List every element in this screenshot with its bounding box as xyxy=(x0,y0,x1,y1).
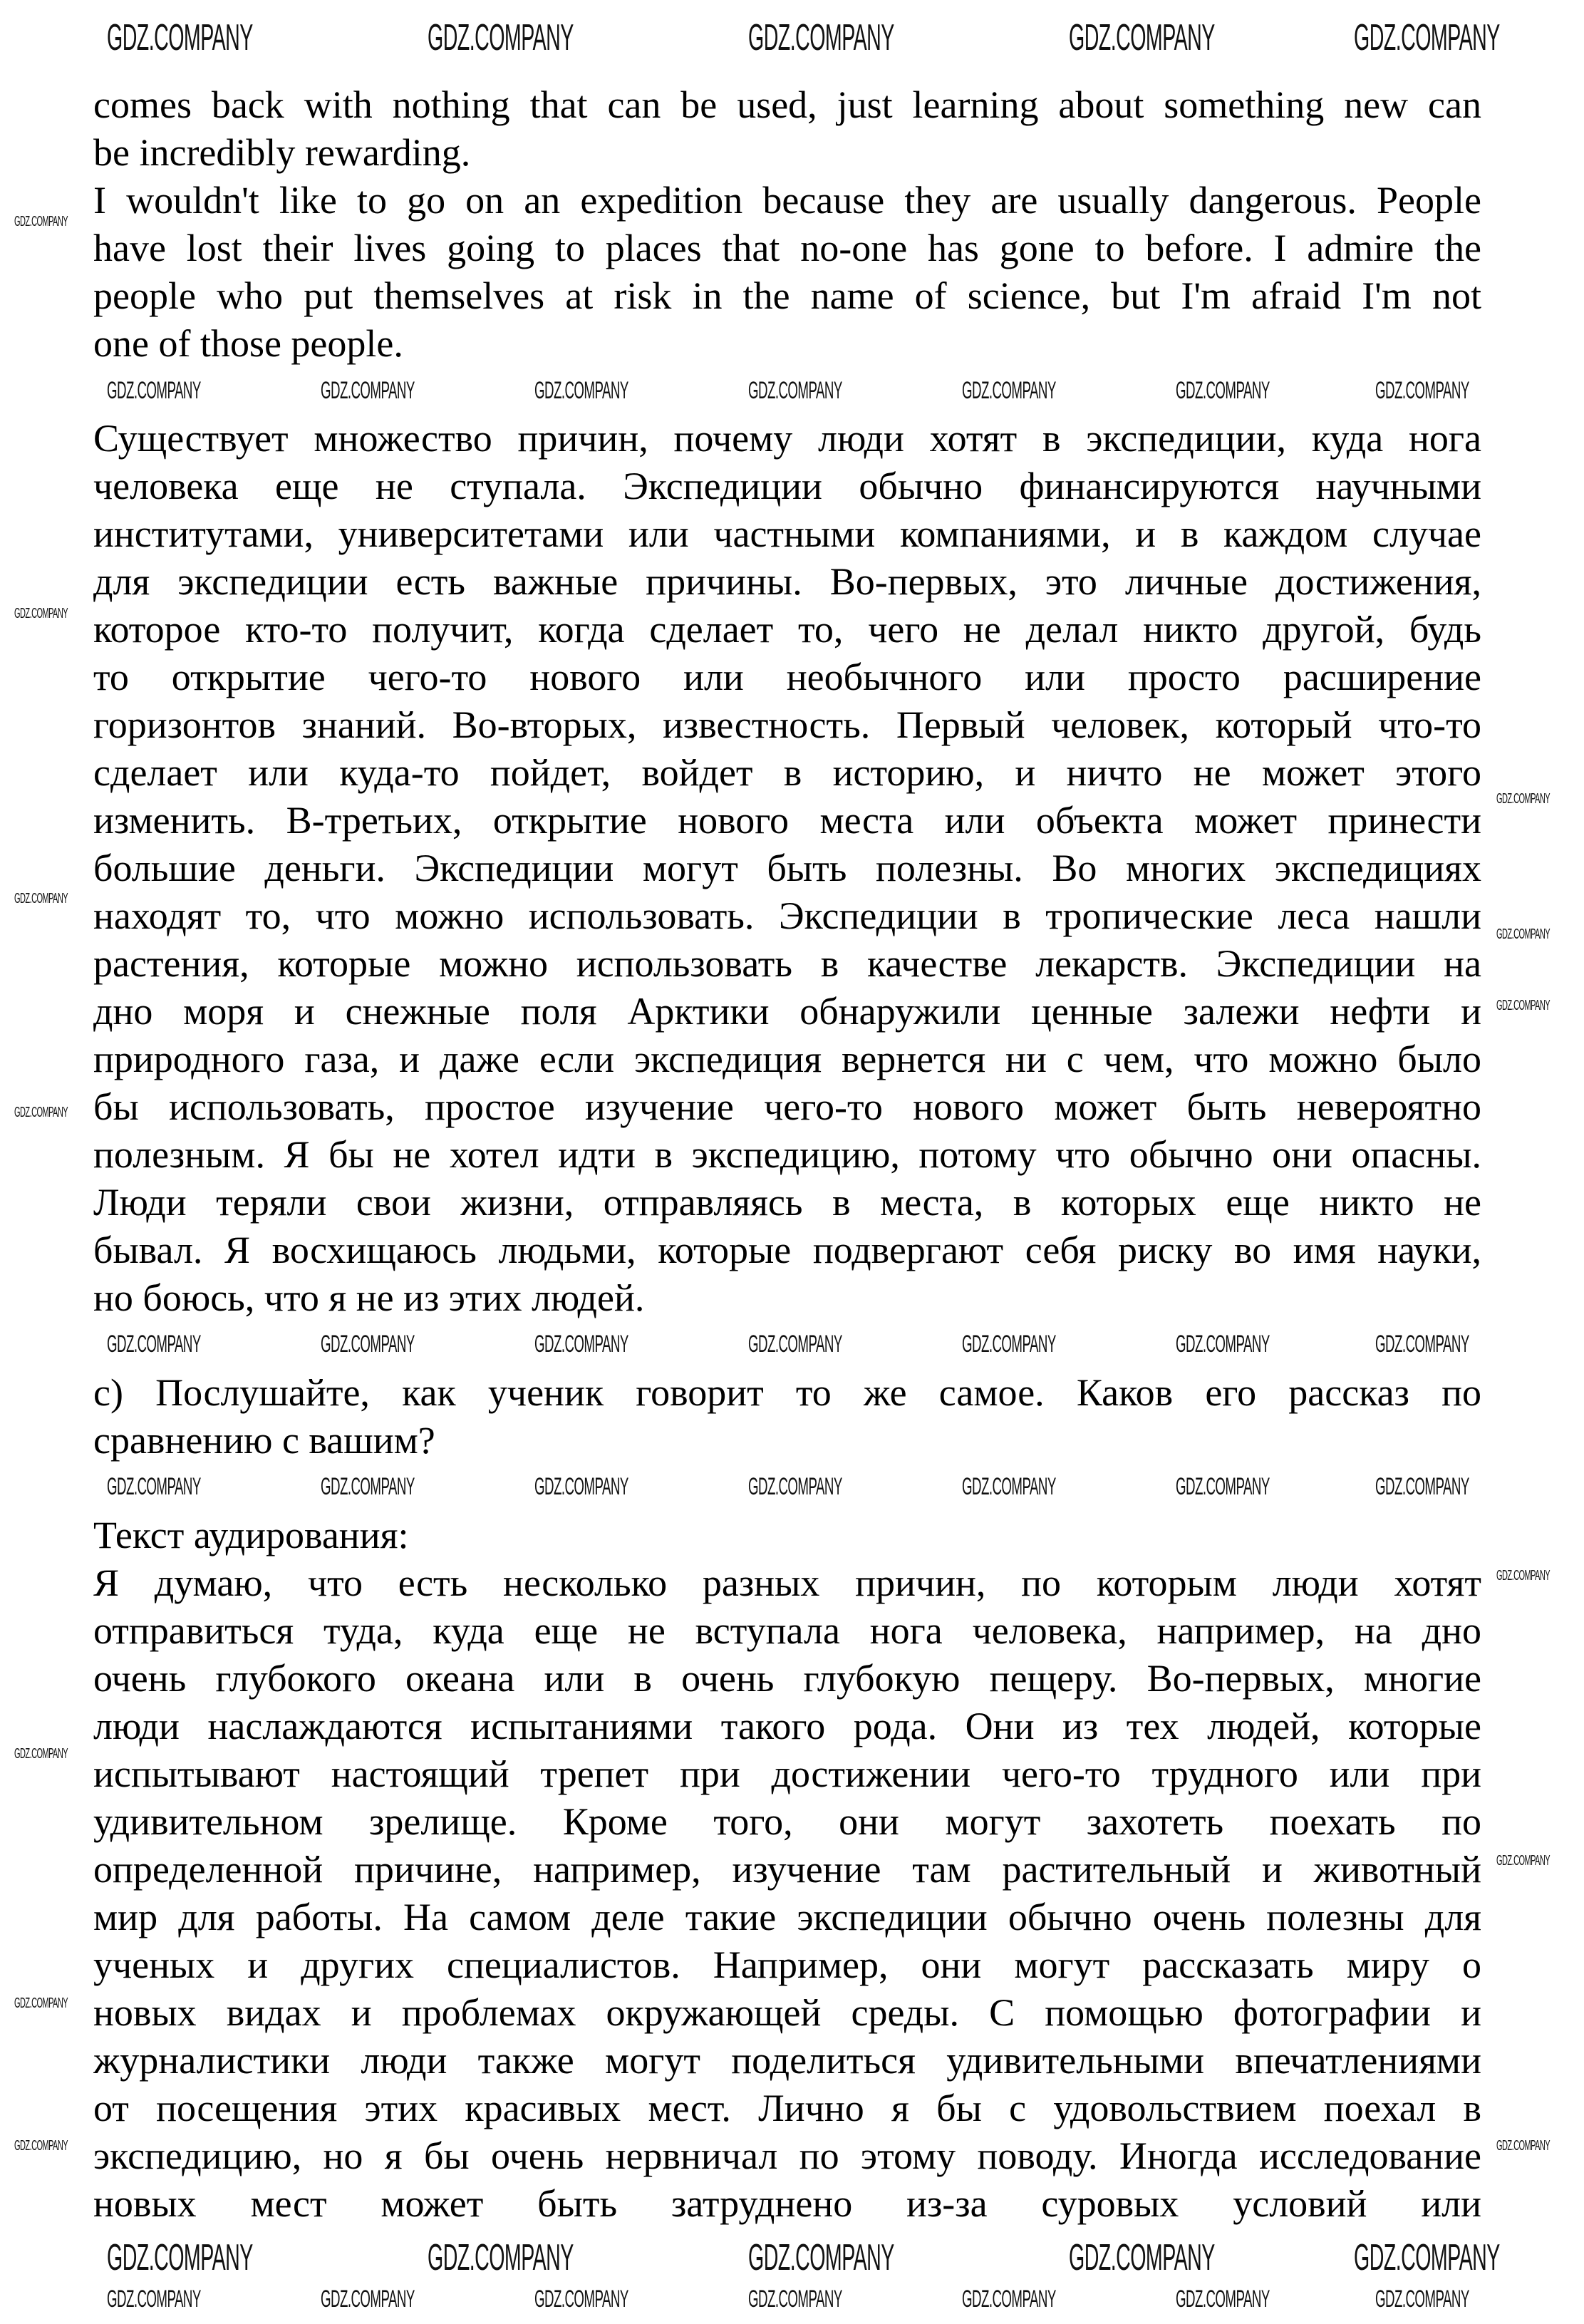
watermark: GDZ.COMPANY xyxy=(321,1331,415,1358)
text-line: Люди теряли свои жизни, отправляясь в места, в которых еще никто не xyxy=(93,1181,1481,1224)
text-line: бы использовать, простое изучение чего-то нового может быть невероятно xyxy=(93,1085,1481,1128)
text-line: comes back with nothing that can be used, just learning about something new can xyxy=(93,83,1481,126)
watermark: GDZ.COMPANY xyxy=(1375,2286,1469,2313)
watermark: GDZ.COMPANY xyxy=(14,606,68,621)
text-line: для экспедиции есть важные причины. Во-первых, это личные достижения, xyxy=(93,560,1481,603)
text-line: новых видах и проблемах окружающей среды. С помощью фотографии и xyxy=(93,1991,1481,2034)
watermark: GDZ.COMPANY xyxy=(534,377,628,404)
watermark: GDZ.COMPANY xyxy=(1176,1331,1270,1358)
watermark: GDZ.COMPANY xyxy=(1496,998,1551,1013)
watermark: GDZ.COMPANY xyxy=(321,377,415,404)
watermark: GDZ.COMPANY xyxy=(14,1746,68,1762)
watermark: GDZ.COMPANY xyxy=(14,1995,68,2011)
watermark: GDZ.COMPANY xyxy=(14,1105,68,1120)
text-line: c) Послушайте, как ученик говорит то же самое. Каков его рассказ по xyxy=(93,1371,1481,1414)
watermark: GDZ.COMPANY xyxy=(1176,377,1270,404)
watermark: GDZ.COMPANY xyxy=(107,1473,201,1500)
text-line: то открытие чего-то нового или необычного или просто расширение xyxy=(93,656,1481,698)
watermark: GDZ.COMPANY xyxy=(321,2286,415,2313)
watermark: GDZ.COMPANY xyxy=(1069,2237,1215,2278)
watermark: GDZ.COMPANY xyxy=(748,17,894,58)
text-line: экспедицию, но я бы очень нервничал по этому поводу. Иногда исследование xyxy=(93,2134,1481,2177)
text-line: сравнению с вашим? xyxy=(93,1419,435,1462)
watermark: GDZ.COMPANY xyxy=(748,2237,894,2278)
text-line: большие деньги. Экспедиции могут быть полезны. Во многих экспедициях xyxy=(93,847,1481,889)
task-c-question xyxy=(93,1369,1481,1465)
text-line: от посещения этих красивых мест. Лично я бы с удовольствием поехал в xyxy=(93,2087,1481,2129)
watermark: GDZ.COMPANY xyxy=(107,2237,253,2278)
watermark: GDZ.COMPANY xyxy=(107,377,201,404)
paragraph-english-conclusion xyxy=(93,81,1481,368)
watermark: GDZ.COMPANY xyxy=(1496,2138,1551,2154)
watermark: GDZ.COMPANY xyxy=(1496,791,1551,807)
text-line: I wouldn't like to go on an expedition because they are usually dangerous. People xyxy=(93,179,1481,222)
text-line: мир для работы. На самом деле такие экспедиции обычно очень полезны для xyxy=(93,1896,1481,1938)
watermark: GDZ.COMPANY xyxy=(14,891,68,907)
text-line: очень глубокого океана или в очень глубокую пещеру. Во-первых, многие xyxy=(93,1657,1481,1700)
text-line: бывал. Я восхищаюсь людьми, которые подвергают себя риску во имя науки, xyxy=(93,1229,1481,1271)
watermark: GDZ.COMPANY xyxy=(962,1473,1056,1500)
text-line: природного газа, и даже если экспедиция вернется ни с чем, что можно было xyxy=(93,1038,1481,1080)
watermark: GDZ.COMPANY xyxy=(321,1473,415,1500)
text-line: ученых и других специалистов. Например, они могут рассказать миру о xyxy=(93,1943,1481,1986)
watermark: GDZ.COMPANY xyxy=(1176,1473,1270,1500)
text-line: испытывают настоящий трепет при достижении чего-то трудного или при xyxy=(93,1752,1481,1795)
watermark: GDZ.COMPANY xyxy=(428,17,574,58)
listening-heading xyxy=(93,1512,1481,1559)
text-line: сделает или куда-то пойдет, войдет в историю, и ничто не может этого xyxy=(93,751,1481,794)
text-line: Существует множество причин, почему люди хотят в экспедиции, куда нога xyxy=(93,417,1481,460)
text-line: полезным. Я бы не хотел идти в экспедицию, потому что обычно они опасны. xyxy=(93,1133,1481,1176)
text-line: находят то, что можно использовать. Экспедиции в тропические леса нашли xyxy=(93,894,1481,937)
text-line: have lost their lives going to places that no-one has gone to before. I admire the xyxy=(93,227,1481,269)
watermark: GDZ.COMPANY xyxy=(748,1331,842,1358)
text-line: определенной причине, например, изучение там растительный и животный xyxy=(93,1848,1481,1891)
text-line: растения, которые можно использовать в качестве лекарств. Экспедиции на xyxy=(93,942,1481,985)
watermark: GDZ.COMPANY xyxy=(107,1331,201,1358)
text-line: изменить. В-третьих, открытие нового места или объекта может принести xyxy=(93,799,1481,842)
watermark: GDZ.COMPANY xyxy=(1375,1473,1469,1500)
text-line: one of those people. xyxy=(93,322,403,365)
text-line: но боюсь, что я не из этих людей. xyxy=(93,1276,645,1319)
watermark: GDZ.COMPANY xyxy=(1375,1331,1469,1358)
watermark: GDZ.COMPANY xyxy=(1496,1853,1551,1869)
watermark: GDZ.COMPANY xyxy=(14,214,68,229)
watermark: GDZ.COMPANY xyxy=(1069,17,1215,58)
text-line: be incredibly rewarding. xyxy=(93,131,471,174)
text-line: удивительном зрелище. Кроме того, они могут захотеть поехать по xyxy=(93,1800,1481,1843)
watermark: GDZ.COMPANY xyxy=(748,377,842,404)
watermark: GDZ.COMPANY xyxy=(1496,926,1551,942)
watermark: GDZ.COMPANY xyxy=(1354,17,1500,58)
text-line: дно моря и снежные поля Арктики обнаружили ценные залежи нефти и xyxy=(93,990,1481,1033)
listening-text xyxy=(93,1559,1481,2228)
watermark: GDZ.COMPANY xyxy=(107,17,253,58)
watermark: GDZ.COMPANY xyxy=(14,2138,68,2154)
text-line: институтами, университетами или частными компаниями, и в каждом случае xyxy=(93,512,1481,555)
watermark: GDZ.COMPANY xyxy=(534,1331,628,1358)
watermark: GDZ.COMPANY xyxy=(748,2286,842,2313)
heading-line: Текст аудирования: xyxy=(93,1514,409,1556)
watermark: GDZ.COMPANY xyxy=(748,1473,842,1500)
watermark: GDZ.COMPANY xyxy=(962,1331,1056,1358)
text-line: которое кто-то получит, когда сделает то, чего не делал никто другой, будь xyxy=(93,608,1481,651)
watermark: GDZ.COMPANY xyxy=(534,2286,628,2313)
watermark: GDZ.COMPANY xyxy=(1375,377,1469,404)
watermark: GDZ.COMPANY xyxy=(428,2237,574,2278)
watermark: GDZ.COMPANY xyxy=(107,2286,201,2313)
text-line: человека еще не ступала. Экспедиции обычно финансируются научными xyxy=(93,465,1481,507)
text-line: отправиться туда, куда еще не вступала нога человека, например, на дно xyxy=(93,1609,1481,1652)
text-line: журналистики люди также могут поделиться удивительными впечатлениями xyxy=(93,2039,1481,2082)
watermark: GDZ.COMPANY xyxy=(1176,2286,1270,2313)
text-line: люди наслаждаются испытаниями такого рода. Они из тех людей, которые xyxy=(93,1705,1481,1747)
watermark: GDZ.COMPANY xyxy=(962,377,1056,404)
text-line: новых мест может быть затруднено из-за суровых условий или xyxy=(93,2182,1481,2225)
paragraph-russian-translation xyxy=(93,415,1481,1322)
text-line: Я думаю, что есть несколько разных причин, по которым люди хотят xyxy=(93,1561,1481,1604)
watermark: GDZ.COMPANY xyxy=(1354,2237,1500,2278)
text-line: горизонтов знаний. Во-вторых, известность. Первый человек, который что-то xyxy=(93,703,1481,746)
watermark: GDZ.COMPANY xyxy=(962,2286,1056,2313)
watermark: GDZ.COMPANY xyxy=(1496,1568,1551,1584)
watermark: GDZ.COMPANY xyxy=(534,1473,628,1500)
text-line: people who put themselves at risk in the name of science, but I'm afraid I'm not xyxy=(93,274,1481,317)
